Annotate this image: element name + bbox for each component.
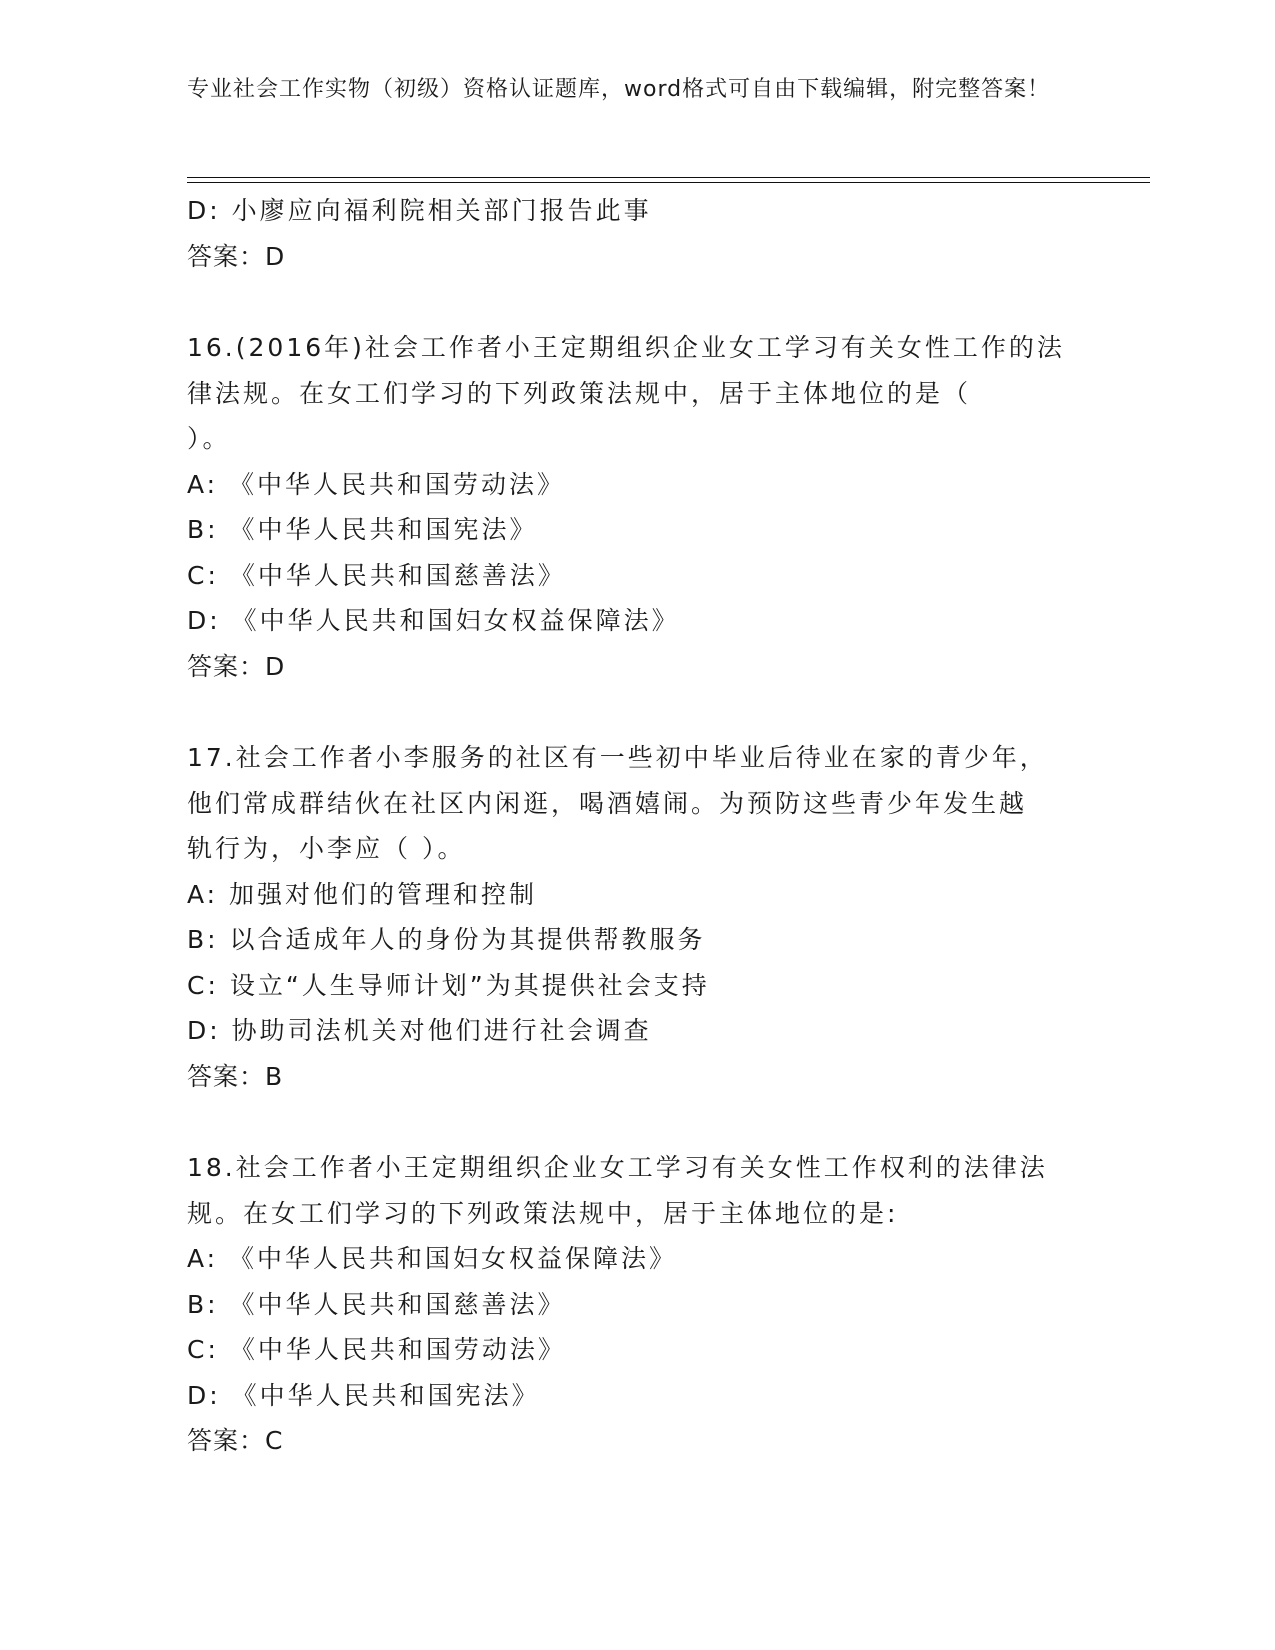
question-text-line: 律法规。在女工们学习的下列政策法规中，居于主体地位的是（ [187, 378, 972, 408]
option-a: A: 《中华人民共和国妇女权益保障法》 [187, 1244, 678, 1273]
option-d: D: 《中华人民共和国妇女权益保障法》 [187, 606, 680, 635]
question-text-line: 18.社会工作者小王定期组织企业女工学习有关女性工作权利的法律法 [187, 1153, 1048, 1182]
option-d: D: 《中华人民共和国宪法》 [187, 1380, 540, 1410]
question-text-line: 17.社会工作者小李服务的社区有一些初中毕业后待业在家的青少年， [187, 743, 1048, 772]
question-text-line: 16.(2016年)社会工作者小王定期组织企业女工学习有关女性工作的法 [187, 333, 1065, 362]
question-17 [187, 735, 1087, 1099]
header-rule-bottom [187, 182, 1150, 183]
prev-option-d: D: 小廖应向福利院相关部门报告此事 [187, 196, 652, 225]
option-b: B: 《中华人民共和国慈善法》 [187, 1289, 566, 1319]
question-text-line: ）。 [187, 424, 231, 453]
document-body [187, 188, 1087, 1464]
question-16 [187, 325, 1087, 689]
answer: 答案：D [187, 651, 286, 681]
option-a: A: 加强对他们的管理和控制 [187, 879, 538, 909]
answer: 答案：C [187, 1426, 284, 1455]
option-c: C: 设立“人生导师计划”为其提供社会支持 [187, 970, 710, 1000]
option-c: C: 《中华人民共和国劳动法》 [187, 1335, 566, 1364]
question-text-line: 他们常成群结伙在社区内闲逛，喝酒嬉闹。为预防这些青少年发生越 [187, 788, 1028, 818]
option-c: C: 《中华人民共和国慈善法》 [187, 560, 566, 590]
option-b: B: 《中华人民共和国宪法》 [187, 515, 538, 544]
header-rule-top [187, 177, 1150, 178]
question-text-line: 规。在女工们学习的下列政策法规中，居于主体地位的是: [187, 1198, 899, 1228]
prev-answer: 答案：D [187, 241, 286, 271]
question-18 [187, 1145, 1087, 1464]
option-b: B: 以合适成年人的身份为其提供帮教服务 [187, 925, 706, 954]
option-d: D: 协助司法机关对他们进行社会调查 [187, 1016, 652, 1045]
question-text-line: 轨行为，小李应（ ）。 [187, 834, 466, 863]
page-header: 专业社会工作实物（初级）资格认证题库，word格式可自由下载编辑，附完整答案！ [187, 77, 1051, 102]
answer: 答案：B [187, 1061, 284, 1091]
option-a: A: 《中华人民共和国劳动法》 [187, 469, 566, 499]
